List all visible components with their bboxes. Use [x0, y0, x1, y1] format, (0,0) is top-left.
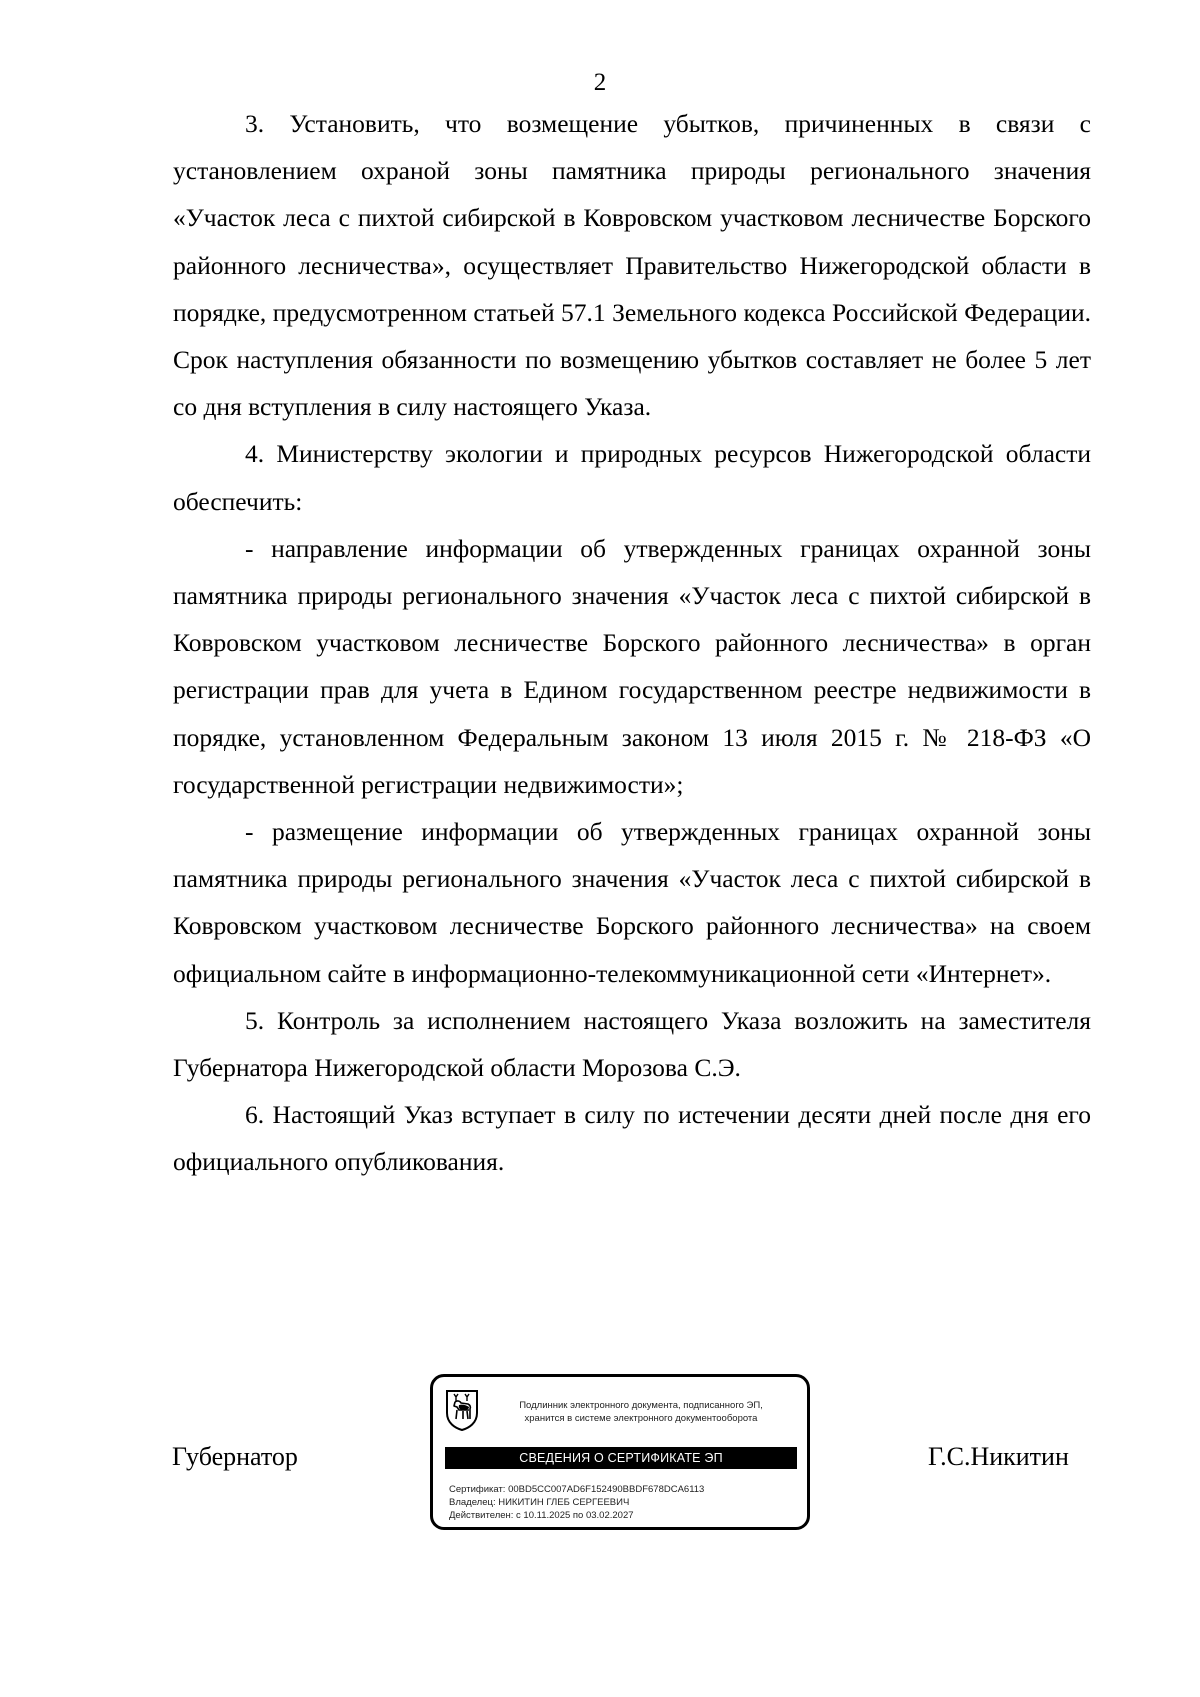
signatory-title: Губернатор	[172, 1442, 298, 1471]
stamp-header	[491, 1399, 791, 1425]
stamp-header-line-1: Подлинник электронного документа, подписанного ЭП,	[519, 1400, 763, 1411]
signatory-name: Г.С.Никитин	[928, 1442, 1069, 1471]
paragraph-4-item-2: - размещение информации об утвержденных границах охранной зоны памятника природы регионального значения «Участок леса с пихтой сибирской в Ковровском участковом лесничестве Борского районного лесничества» на своем официальном сайте в информационно-телекоммуникационной сети «Интернет».	[173, 817, 1091, 988]
paragraph-4: 4. Министерству экологии и природных ресурсов Нижегородской области обеспечить:	[173, 439, 1091, 516]
certificate-validity: Действителен: с 10.11.2025 по 03.02.2027	[449, 1510, 634, 1521]
paragraph-3: 3. Установить, что возмещение убытков, причиненных в связи с установлением охраной зоны памятника природы регионального значения «Участок леса с пихтой сибирской в Ковровском участковом лесничестве Борского районного лесничества», осуществляет Правительство Нижегородской области в порядке, предусмотренном статьей 57.1 Земельного кодекса Российской Федерации. Срок наступления обязанности по возмещению убытков составляет не более 5 лет со дня вступления в силу настоящего Указа.	[173, 109, 1091, 422]
electronic-signature-stamp	[430, 1374, 810, 1530]
paragraph-6: 6. Настоящий Указ вступает в силу по истечении десяти дней после дня его официального опубликования.	[173, 1100, 1091, 1177]
paragraph-5: 5. Контроль за исполнением настоящего Указа возложить на заместителя Губернатора Нижегородской области Морозова С.Э.	[173, 1005, 1091, 1083]
stamp-header-line-2: хранится в системе электронного документооборота	[524, 1413, 758, 1424]
deer-coat-of-arms-icon	[445, 1389, 479, 1431]
certificate-details	[449, 1483, 799, 1522]
page-number: 2	[593, 69, 607, 96]
certificate-info-bar: СВЕДЕНИЯ О СЕРТИФИКАТЕ ЭП	[445, 1447, 797, 1469]
certificate-number: Сертификат: 00BD5CC007AD6F152490BBDF678DCA6113	[449, 1484, 705, 1495]
paragraph-4-item-1: - направление информации об утвержденных границах охранной зоны памятника природы регионального значения «Участок леса с пихтой сибирской в Ковровском участковом лесничестве Борского районного лесничества» в орган регистрации прав для учета в Едином государственном реестре недвижимости в порядке, установленном Федеральным законом 13 июля 2015 г. № 218-ФЗ «О государственной регистрации недвижимости»;	[173, 533, 1091, 799]
certificate-owner: Владелец: НИКИТИН ГЛЕБ СЕРГЕЕВИЧ	[449, 1497, 630, 1508]
document-body	[173, 100, 1091, 1186]
